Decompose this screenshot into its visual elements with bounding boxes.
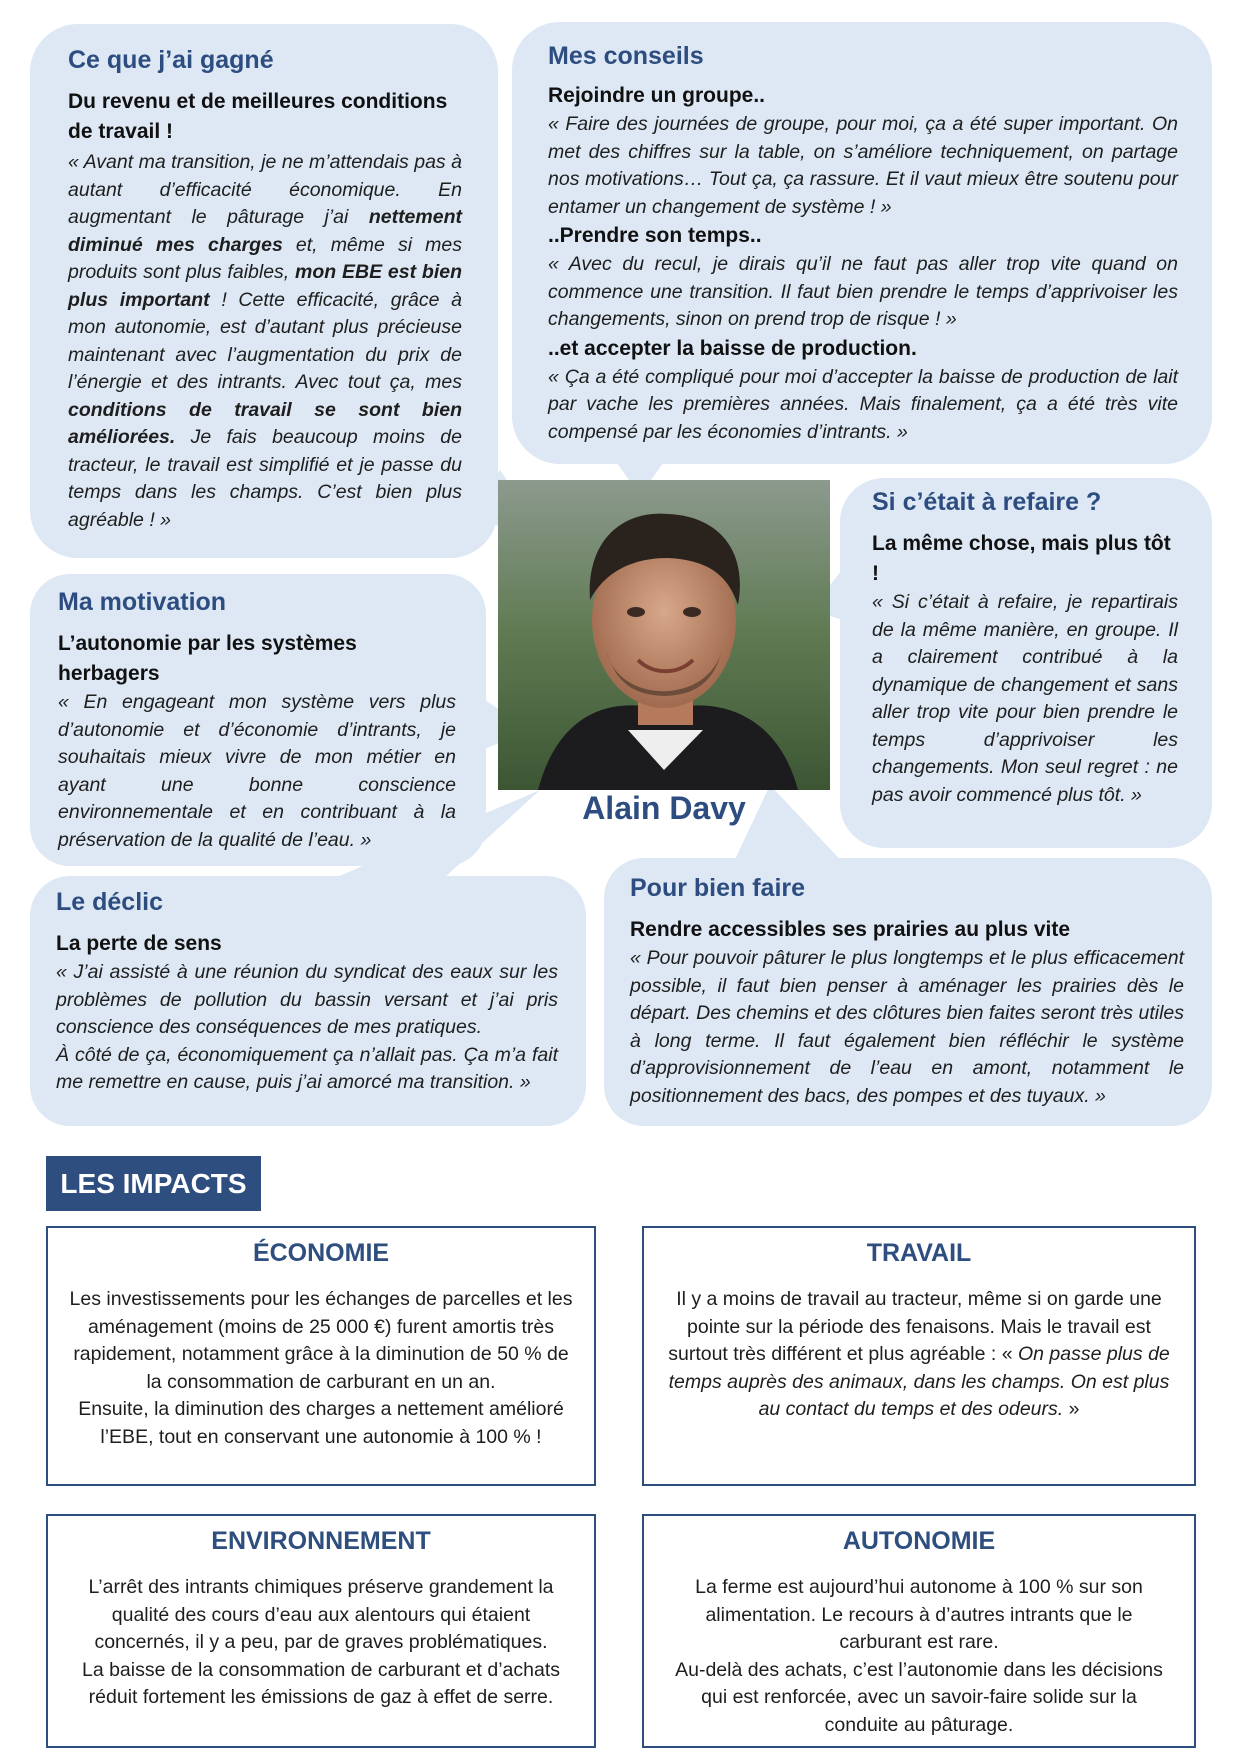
impact-autonomie-line-1: La ferme est aujourd’hui autonome à 100 % sur son alimentation. Le recours à d’autres intrants que le carburant est rare. [695, 1576, 1143, 1653]
gains-bold-1: nettement diminué mes charges [68, 206, 462, 256]
impact-autonomie-line-2: Au-delà des achats, c’est l’autonomie dans les décisions qui est renforcée, avec un savoir-faire solide sur la conduite au pâturage. [675, 1658, 1163, 1736]
bienfaire-title: Pour bien faire [630, 874, 806, 902]
impact-economie [46, 1226, 596, 1486]
bienfaire-text: « Pour pouvoir pâturer le plus longtemps et le plus efficacement possible, il faut bien penser à aménager les prairies dès le départ. Des chemins et des clôtures bien faites seront très utiles à long terme. Il faut également bien réfléchir le système d’approvisionnement de l’eau en amont, notamment le positionnement des bacs, des pompes et des tuyaux. » [630, 947, 1184, 1107]
declic-text-1: « J’ai assisté à une réunion du syndicat des eaux sur les problèmes de pollution du bassin versant et j’ai pris conscience des conséquences de mes pratiques. [56, 961, 558, 1038]
impact-travail-text-1: Il y a moins de travail au tracteur, même si on garde une pointe sur la période des fenaisons. Mais le travail est surtout très différent et plus agréable : « [668, 1288, 1162, 1365]
impact-travail-title: TRAVAIL [866, 1239, 972, 1267]
impact-environnement [46, 1514, 596, 1748]
impact-environnement-line-2: La baisse de la consommation de carburant et d’achats réduit fortement les émissions de gaz à effet de serre. [81, 1658, 561, 1708]
gains-title: Ce que j’ai gagné [68, 46, 274, 74]
gains-text-3: ! Cette efficacité, grâce à mon autonomie, est d’autant plus précieuse maintenant avec l’augmentation du prix de l’énergie et des intrants. Avec tout ça, mes [68, 288, 463, 393]
declic-text [56, 959, 558, 1097]
impact-economie-line-2: Ensuite, la diminution des charges a nettement amélioré l’EBE, tout en conservant une autonomie à 100 % ! [78, 1398, 564, 1448]
bubble-motivation [30, 574, 486, 866]
impacts-header: LES IMPACTS [46, 1156, 261, 1211]
refaire-text: « Si c’était à refaire, je repartirais de la même manière, en groupe. Il a clairement contribué à la dynamique de changement et sans aller trop vite pour bien prendre le temps d’apprivoiser les changements. Mon seul regret : ne pas avoir commencé plus tôt. » [872, 591, 1178, 806]
declic-subtitle: La perte de sens [56, 932, 222, 955]
bubble-declic [30, 876, 586, 1126]
gains-bold-2: mon EBE est bien plus important [68, 261, 462, 311]
impact-economie-text [66, 1286, 576, 1451]
motivation-subtitle: L’autonomie par les systèmes herbagers [58, 632, 357, 685]
conseils-heading-3: ..et accepter la baisse de production. [548, 336, 917, 360]
gains-bold-3: conditions de travail se sont bien améliorées. [68, 398, 462, 448]
portrait-photo [498, 480, 830, 790]
conseils-text-3: « Ça a été compliqué pour moi d’accepter la baisse de production de lait par vache les premières années. Mais finalement, ça a été très vite compensé par les économies d’intrants. » [548, 365, 1178, 443]
impact-environnement-title: ENVIRONNEMENT [211, 1527, 431, 1555]
conseils-text-1: « Faire des journées de groupe, pour moi, ça a été super important. On met des chiffres sur la table, on s’améliore techniquement, on partage nos motivations… Tout ça, ça rassure. Et il vaut mieux être soutenu pour entamer un changement de système ! » [548, 113, 1178, 218]
declic-title: Le déclic [56, 888, 163, 916]
person-name: Alain Davy [582, 790, 746, 826]
bubble-conseils [512, 22, 1212, 464]
gains-subtitle: Du revenu et de meilleures conditions de travail ! [68, 90, 448, 143]
declic-text-2: À côté de ça, économiquement ça n’allait pas. Ça m’a fait me remettre en cause, puis j’ai amorcé ma transition. » [56, 1043, 558, 1093]
refaire-title: Si c’était à refaire ? [872, 488, 1102, 516]
gains-text [68, 149, 462, 534]
impact-travail [642, 1226, 1196, 1486]
conseils-title: Mes conseils [548, 42, 704, 70]
impact-travail-quote: On passe plus de temps auprès des animaux, dans les champs. On est plus au contact du temps et des odeurs. [668, 1343, 1170, 1420]
refaire-subtitle: La même chose, mais plus tôt ! [872, 532, 1171, 585]
impact-autonomie-title: AUTONOMIE [842, 1527, 996, 1555]
impact-travail-text-3: » [1063, 1398, 1080, 1420]
gains-text-4: Je fais beaucoup moins de tracteur, le travail est simplifié et je passe du temps dans les champs. C’est bien plus agréable ! » [68, 426, 462, 531]
impact-economie-title: ÉCONOMIE [252, 1239, 390, 1267]
conseils-heading-2: ..Prendre son temps.. [548, 224, 762, 247]
conseils-text-2: « Avec du recul, je dirais qu’il ne faut pas aller trop vite quand on commence une transition. Il faut bien prendre le temps d’apprivoiser les changements, sinon on prend trop de risque ! » [548, 253, 1178, 330]
bubble-gains [30, 24, 498, 558]
bubble-bienfaire [604, 858, 1212, 1126]
impact-environnement-text [66, 1574, 576, 1712]
impact-travail-text [662, 1286, 1176, 1424]
impact-autonomie [642, 1514, 1196, 1748]
impact-autonomie-text [662, 1574, 1176, 1739]
impact-environnement-line-1: L’arrêt des intrants chimiques préserve grandement la qualité des cours d’eau aux alentours qui étaient concernés, il y a peu, par de graves problématiques. [88, 1576, 554, 1653]
gains-text-1: « Avant ma transition, je ne m’attendais pas à autant d’efficacité économique. En augmentant le pâturage j’ai [68, 151, 462, 228]
motivation-title: Ma motivation [58, 588, 227, 616]
conseils-heading-1: Rejoindre un groupe.. [548, 84, 766, 107]
impact-economie-line-1: Les investissements pour les échanges de parcelles et les aménagement (moins de 25 000 €) furent amortis très rapidement, notamment grâce à la diminution de 50 % de la consommation de carburant en un an. [69, 1288, 573, 1393]
bubble-refaire [840, 478, 1212, 848]
portrait-image [498, 480, 830, 790]
gains-text-2: et, même si mes produits sont plus faibles, [68, 233, 462, 283]
bienfaire-subtitle: Rendre accessibles ses prairies au plus vite [630, 918, 1071, 941]
motivation-text: « En engageant mon système vers plus d’autonomie et d’économie d’intrants, je souhaitais mieux vivre de mon métier en ayant une bonne conscience environnementale et en contribuant à la préservation de la qualité de l’eau. » [58, 691, 456, 851]
